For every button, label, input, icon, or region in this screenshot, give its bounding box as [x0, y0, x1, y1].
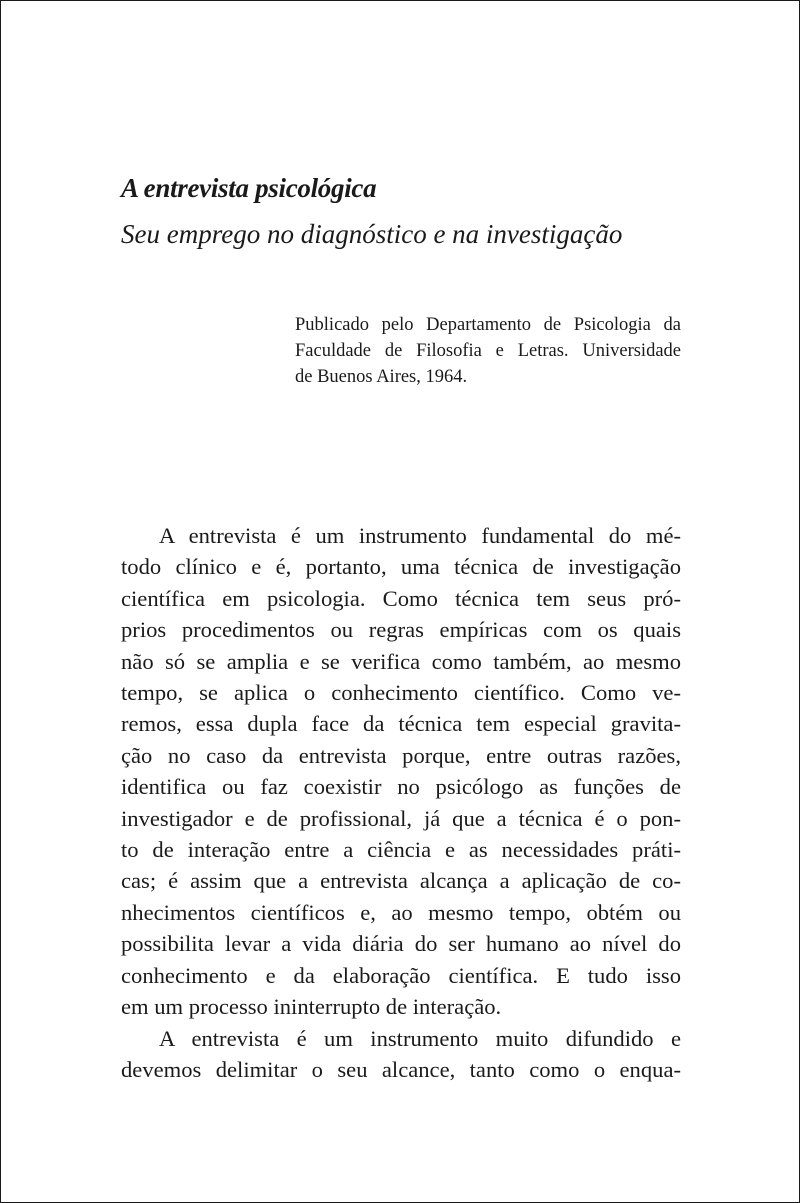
text-line: investigador e de profissional, já que a técnica é o pon- — [121, 805, 681, 831]
text-line: identifica ou faz coexistir no psicólogo as funções de — [121, 774, 681, 800]
text-line: em um processo ininterrupto de interação. — [121, 994, 502, 1020]
text-line: devemos delimitar o seu alcance, tanto como o enqua- — [121, 1056, 681, 1082]
text-line: remos, essa dupla face da técnica tem especial gravita- — [121, 711, 681, 737]
text-line: to de interação entre a ciência e as necessidades práti- — [121, 837, 681, 863]
publication-note-line: de Buenos Aires, 1964. — [295, 367, 468, 387]
text-line: todo clínico e é, portanto, uma técnica de investigação — [121, 554, 681, 580]
chapter-title: A entrevista psicológica — [121, 173, 377, 203]
text-line: científica em psicologia. Como técnica tem seus pró- — [121, 585, 681, 611]
chapter-subtitle: Seu emprego no diagnóstico e na investigação — [121, 219, 623, 249]
text-line: prios procedimentos ou regras empíricas com os quais — [121, 617, 681, 643]
text-line: cas; é assim que a entrevista alcança a aplicação de co- — [121, 868, 681, 894]
publication-note-line: Faculdade de Filosofia e Letras. Universidade — [295, 341, 681, 361]
text-line: conhecimento e da elaboração científica. E tudo isso — [121, 962, 681, 988]
text-line: nhecimentos científicos e, ao mesmo tempo, obtém ou — [121, 899, 681, 925]
text-line: tempo, se aplica o conhecimento científico. Como ve- — [121, 680, 681, 706]
text-line: possibilita levar a vida diária do ser humano ao nível do — [121, 931, 681, 957]
publication-note — [295, 312, 681, 390]
publication-note-line: Publicado pelo Departamento de Psicologia da — [295, 315, 681, 335]
text-line: não só se amplia e se verifica como também, ao mesmo — [121, 648, 681, 674]
body-text — [121, 520, 681, 1085]
paragraph-2 — [121, 1023, 681, 1086]
text-line: A entrevista é um instrumento muito difundido e — [159, 1025, 681, 1051]
paragraph-1 — [121, 520, 681, 1023]
text-line: A entrevista é um instrumento fundamental do mé- — [159, 523, 681, 548]
text-line: ção no caso da entrevista porque, entre outras razões, — [121, 742, 681, 768]
